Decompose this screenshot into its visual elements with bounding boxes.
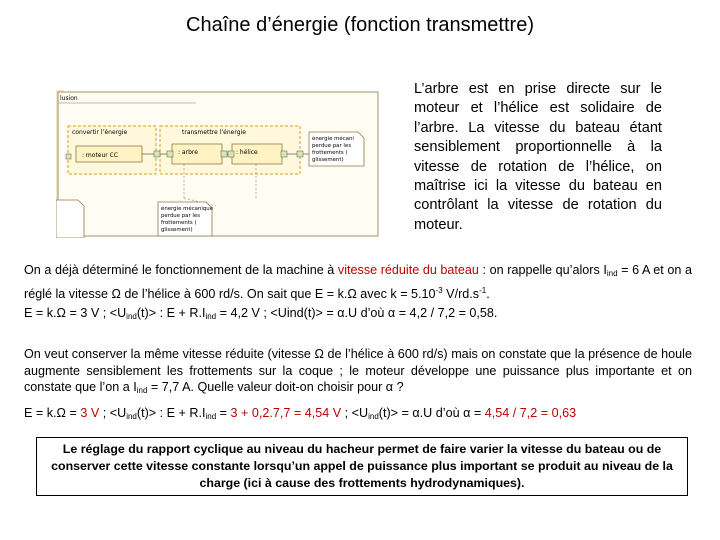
diagram-header: lusion (60, 95, 78, 102)
block-convert-label: convertir l’énergie (72, 129, 128, 136)
note-line: perdue par les (312, 143, 352, 149)
note-line: énergie mécani (312, 136, 354, 142)
note-line: glissement) (312, 157, 344, 163)
sysml-diagram (56, 88, 386, 238)
part-motor: : moteur CC (82, 152, 119, 159)
note-bottom-line: perdue par les (161, 213, 201, 219)
note-bottom-line: énergie mécanique (161, 206, 214, 212)
paragraph-reduced-speed: On a déjà déterminé le fonctionnement de la machine à vitesse réduite du bateau : on rappelle qu’alors $I_{ind} = 6$ A et on a réglé la vitesse Ω de l’hélice à 600 rd/s. On sait que E = k.Ω avec $k = 5.10^{-3}$ $V/rd.s^{-1}$. (24, 263, 693, 301)
block-transmit-label: transmettre l’énergie (182, 129, 246, 136)
highlight-reduced-speed: vitesse réduite du bateau (337, 263, 479, 277)
note-line: frottements ( (312, 150, 348, 156)
part-propeller: : hélice (236, 149, 258, 156)
equation-line-1: E = k.Ω = 3 V ; $<U_{ind}(t)>$ : $E + R.I_{ind} = 4,2$ V ; <Uind(t)> = α.U d’où α = 4,2 / 7,2 = 0,58. (24, 306, 498, 321)
note-bottom-line: frottements ( (161, 220, 197, 226)
paragraph-swell: On veut conserver la même vitesse réduite (vitesse Ω de l’hélice à 600 rd/s) mais on constate que la présence de houle augmente sensiblement les frottements sur la coque ; le moteur développe une puissance plus importante et on constate que l’on a $I_{ind} = 7,7$ A. Quelle valeur doit-on choisir pour α ? (24, 347, 692, 396)
note-bottom-line: glissement) (161, 227, 193, 233)
page-title: Chaîne d’énergie (fonction transmettre) (186, 14, 534, 36)
conclusion-box: Le réglage du rapport cyclique au niveau du hacheur permet de faire varier la vitesse du bateau ou de conserver cette vitesse constante lorsqu’un appel de puissance plus important se produit au niveau de la charge (ici à cause des frottements hydrodynamiques). (36, 437, 688, 496)
equation-line-2: E = k.Ω = 3 V ; $<U_{ind}(t)>$ : $E + R.I_{ind} = 3 + 0,2.7,7 = 4,54$ V ; $<U_{ind}(t)> = \alpha.U$ d’où α = 4,54 / 7,2 = 0,63 (24, 406, 577, 421)
part-shaft: : arbre (178, 149, 198, 156)
side-explanation: L’arbre est en prise directe sur le moteur et l’hélice est solidaire de l’arbre. La vitesse du bateau étant sensiblement proportionnelle à la vitesse de rotation de l’hélice, on maîtrise ici la vitesse du bateau en contrôlant la vitesse de rotation du moteur. (414, 81, 662, 233)
